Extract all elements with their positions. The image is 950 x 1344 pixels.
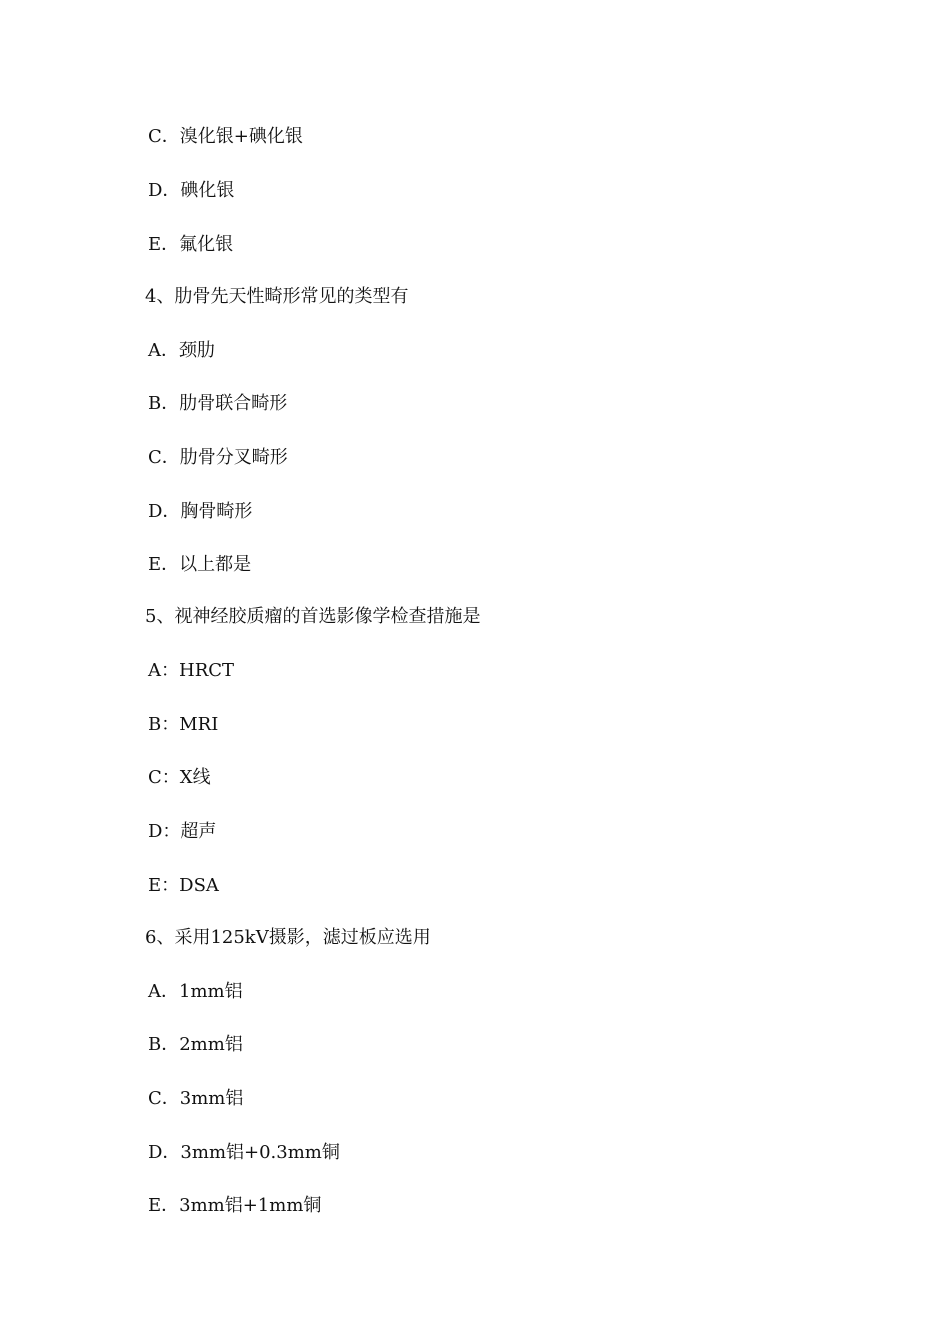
option-c-q5: C：X线 bbox=[148, 767, 211, 788]
option-e-q4: E．以上都是 bbox=[148, 554, 252, 575]
option-d-q6: D．3mm铝+0.3mm铜 bbox=[148, 1142, 340, 1163]
option-e-q6: E．3mm铝+1mm铜 bbox=[148, 1195, 322, 1216]
option-b-q4: B．肋骨联合畸形 bbox=[148, 393, 288, 414]
option-a-q5: A：HRCT bbox=[148, 660, 235, 681]
option-c-q4: C．肋骨分叉畸形 bbox=[148, 447, 288, 468]
option-a-q6: A．1mm铝 bbox=[148, 981, 243, 1002]
option-b-q5: B：MRI bbox=[148, 714, 219, 735]
option-d-q4: D．胸骨畸形 bbox=[148, 501, 253, 522]
option-e-q5: E：DSA bbox=[148, 875, 219, 896]
question-6: 6、采用125kV摄影，滤过板应选用 bbox=[145, 927, 431, 948]
option-d-q3: D．碘化银 bbox=[148, 180, 235, 201]
option-d-q5: D：超声 bbox=[148, 821, 217, 842]
question-4: 4、肋骨先天性畸形常见的类型有 bbox=[145, 286, 409, 307]
option-b-q6: B．2mm铝 bbox=[148, 1034, 243, 1055]
option-a-q4: A．颈肋 bbox=[148, 340, 215, 361]
option-c-q6: C．3mm铝 bbox=[148, 1088, 244, 1109]
option-e-q3: E．氟化银 bbox=[148, 234, 234, 255]
option-c-q3: C．溴化银+碘化银 bbox=[148, 126, 303, 147]
question-5: 5、视神经胶质瘤的首选影像学检查措施是 bbox=[145, 606, 481, 627]
